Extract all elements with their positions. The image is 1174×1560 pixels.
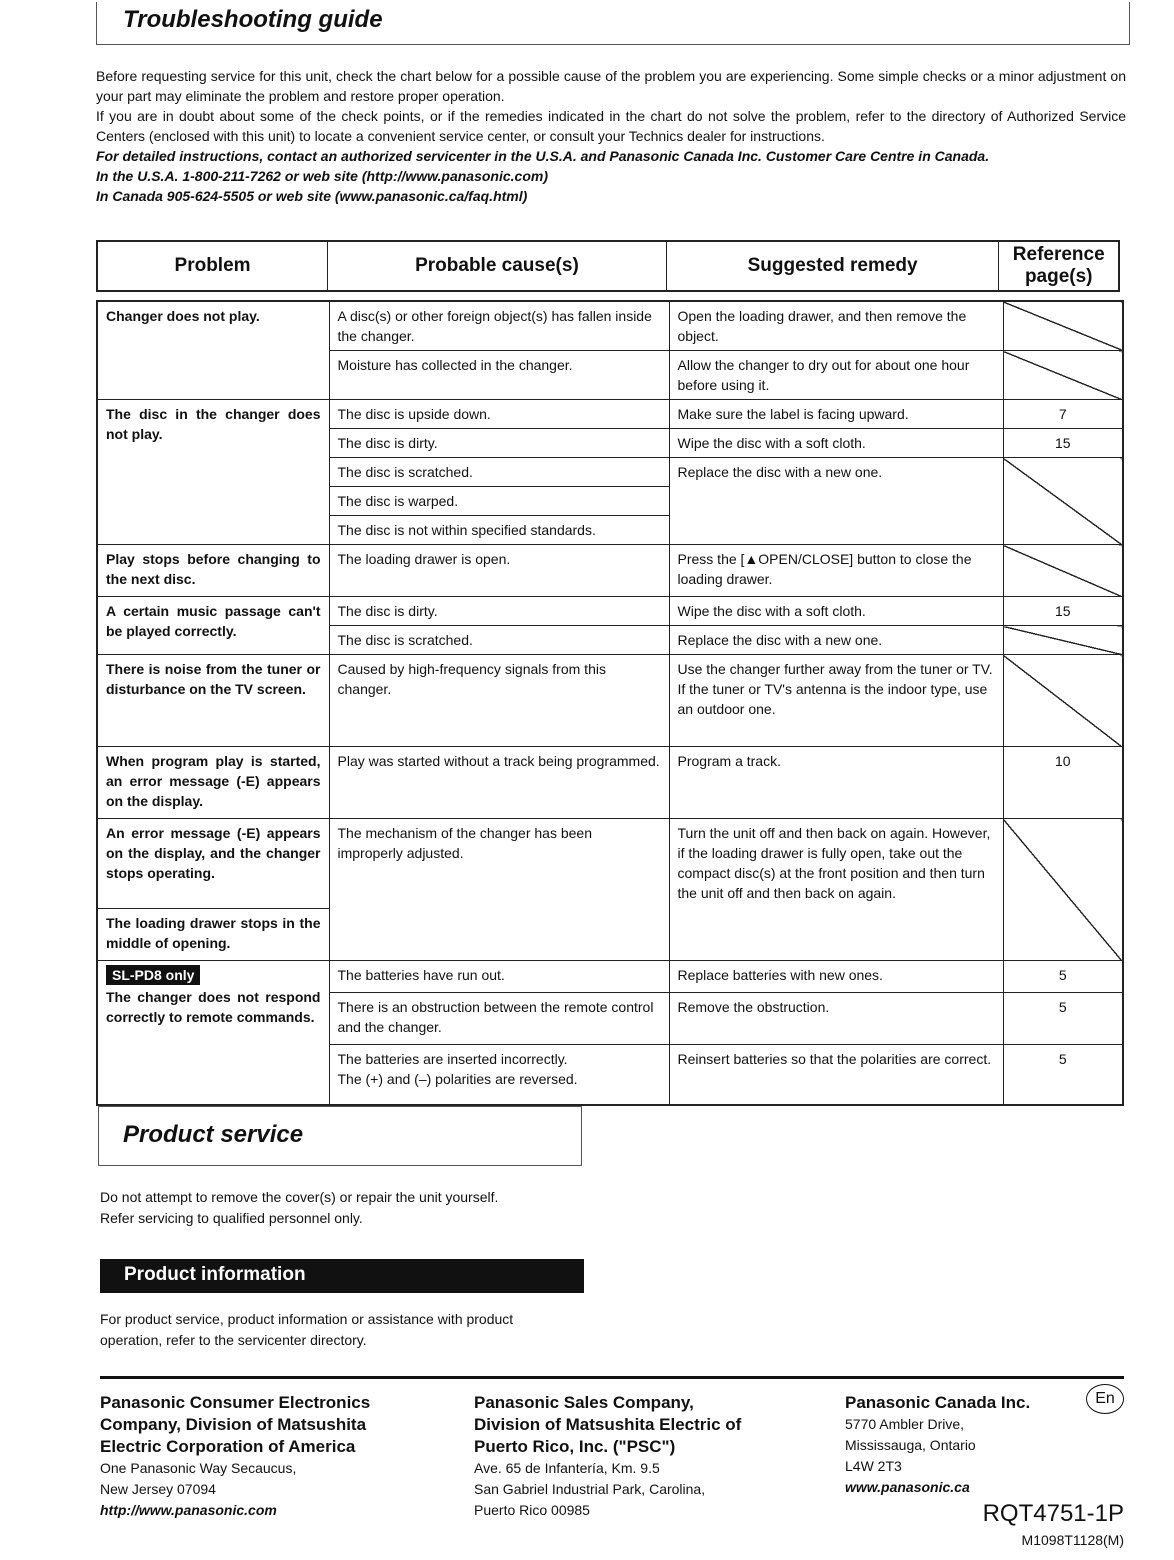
remedy-cell: Program a track. (669, 747, 1003, 819)
problem-text: The changer does not respond correctly to remote commands. (106, 989, 321, 1025)
address-usa (100, 1392, 370, 1521)
remedy-cell: Press the [▲OPEN/CLOSE] button to close the loading drawer. (669, 545, 1003, 597)
document-code: RQT4751-1P (982, 1500, 1124, 1527)
intro-canada-contact: In Canada 905-624-5505 or web site (www.panasonic.ca/faq.html) (96, 188, 528, 204)
address-line: Ave. 65 de Infantería, Km. 9.5 (474, 1460, 660, 1476)
problem-cell: A certain music passage can't be played correctly. (97, 597, 329, 655)
remedy-cell: Replace batteries with new ones. (669, 961, 1003, 993)
remedy-cell: Replace the disc with a new one. (669, 458, 1003, 545)
intro-p3: For detailed instructions, contact an authorized servicenter in the U.S.A. and Panasonic Canada Inc. Customer Care Centre in Canada. (96, 148, 990, 164)
reference-cell-empty (1003, 301, 1123, 351)
cause-cell: A disc(s) or other foreign object(s) has fallen inside the changer. (329, 301, 669, 351)
product-service-text (100, 1187, 498, 1229)
cause-cell: Caused by high-frequency signals from this changer. (329, 655, 669, 747)
address-line: One Panasonic Way Secaucus, (100, 1460, 297, 1476)
remedy-line: Use the changer further away from the tuner or TV. (677, 661, 993, 677)
english-language-icon: En (1086, 1384, 1124, 1414)
problem-cell: There is noise from the tuner or disturbance on the TV screen. (97, 655, 329, 747)
remedy-cell: Wipe the disc with a soft cloth. (669, 597, 1003, 626)
title-box (96, 2, 1130, 45)
remedy-cell (669, 655, 1003, 747)
product-service-title: Product service (123, 1121, 304, 1148)
cause-cell: The disc is dirty. (329, 597, 669, 626)
address-line: Mississauga, Ontario (845, 1437, 976, 1453)
product-service-line: Do not attempt to remove the cover(s) or repair the unit yourself. (100, 1189, 499, 1205)
header-problem: Problem (98, 242, 328, 290)
product-information-bar (100, 1259, 584, 1293)
reference-cell: 15 (1003, 429, 1123, 458)
product-information-line: For product service, product information or assistance with product (100, 1311, 514, 1327)
table-row (97, 655, 1123, 747)
cause-cell: There is an obstruction between the remote control and the changer. (329, 993, 669, 1045)
company-name: Panasonic Canada Inc. (845, 1393, 1031, 1412)
table-row (97, 747, 1123, 819)
company-name: Puerto Rico, Inc. ("PSC") (474, 1437, 676, 1456)
cause-cell (329, 1045, 669, 1105)
table-row (97, 400, 1123, 429)
cause-cell: The batteries have run out. (329, 961, 669, 993)
address-line: New Jersey 07094 (100, 1481, 216, 1497)
cause-line: The (+) and (–) polarities are reversed. (337, 1071, 578, 1087)
intro-p2: If you are in doubt about some of the check points, or if the remedies indicated in the chart do not solve the problem, refer to the directory of Authorized Service Centers (enclosed with this unit) to locate a convenient service center, or consult your Technics dealer for instructions. (96, 108, 1126, 144)
divider (100, 1376, 1124, 1379)
table-row (97, 961, 1123, 993)
problem-cell: When program play is started, an error message (-E) appears on the display. (97, 747, 329, 819)
reference-cell: 5 (1003, 961, 1123, 993)
remedy-cell: Remove the obstruction. (669, 993, 1003, 1045)
product-information-line: operation, refer to the servicenter directory. (100, 1332, 367, 1348)
reference-cell-empty (1003, 655, 1123, 747)
reference-cell: 10 (1003, 747, 1123, 819)
model-badge: SL-PD8 only (106, 965, 200, 985)
remedy-cell: Reinsert batteries so that the polarities are correct. (669, 1045, 1003, 1105)
problem-cell: Play stops before changing to the next disc. (97, 545, 329, 597)
remedy-line: If the tuner or TV's antenna is the indoor type, use an outdoor one. (677, 681, 988, 717)
reference-cell-empty (1003, 351, 1123, 400)
header-remedy: Suggested remedy (667, 242, 1000, 290)
table-header (96, 240, 1120, 292)
problem-cell: The loading drawer stops in the middle of opening. (97, 909, 329, 961)
reference-cell-empty (1003, 458, 1123, 545)
page-title: Troubleshooting guide (123, 6, 383, 33)
cause-cell: The disc is scratched. (329, 458, 669, 487)
document-subcode: M1098T1128(M) (1021, 1532, 1124, 1548)
remedy-cell: Wipe the disc with a soft cloth. (669, 429, 1003, 458)
company-name: Division of Matsushita Electric of (474, 1415, 742, 1434)
table-row (97, 301, 1123, 351)
table-row (97, 819, 1123, 909)
address-line: L4W 2T3 (845, 1458, 902, 1474)
reference-cell: 5 (1003, 993, 1123, 1045)
intro-us-contact: In the U.S.A. 1-800-211-7262 or web site (http://www.panasonic.com) (96, 168, 548, 184)
cause-cell: The disc is not within specified standards. (329, 516, 669, 545)
reference-cell: 7 (1003, 400, 1123, 429)
cause-cell: Moisture has collected in the changer. (329, 351, 669, 400)
address-puerto-rico (474, 1392, 741, 1521)
address-line: San Gabriel Industrial Park, Carolina, (474, 1481, 706, 1497)
company-name: Electric Corporation of America (100, 1437, 356, 1456)
problem-cell (97, 961, 329, 1105)
problem-cell: Changer does not play. (97, 301, 329, 400)
table-row (97, 597, 1123, 626)
reference-cell: 15 (1003, 597, 1123, 626)
website-link[interactable]: http://www.panasonic.com (100, 1502, 277, 1518)
address-line: 5770 Ambler Drive, (845, 1416, 965, 1432)
cause-line: The batteries are inserted incorrectly. (337, 1051, 568, 1067)
reference-cell-empty (1003, 545, 1123, 597)
product-service-box (98, 1106, 582, 1166)
remedy-cell: Make sure the label is facing upward. (669, 400, 1003, 429)
cause-cell: The loading drawer is open. (329, 545, 669, 597)
cause-cell: The disc is warped. (329, 487, 669, 516)
remedy-cell: Replace the disc with a new one. (669, 626, 1003, 655)
cause-cell: The mechanism of the changer has been improperly adjusted. (329, 819, 669, 961)
company-name: Panasonic Consumer Electronics (100, 1393, 371, 1412)
website-link[interactable]: www.panasonic.ca (845, 1479, 970, 1495)
reference-cell-empty (1003, 626, 1123, 655)
product-service-line: Refer servicing to qualified personnel only. (100, 1210, 363, 1226)
remedy-cell: Allow the changer to dry out for about one hour before using it. (669, 351, 1003, 400)
troubleshooting-table (96, 300, 1124, 1106)
product-information-text (100, 1309, 600, 1351)
cause-cell: Play was started without a track being programmed. (329, 747, 669, 819)
cause-cell: The disc is scratched. (329, 626, 669, 655)
product-information-title: Product information (124, 1264, 306, 1285)
remedy-cell: Turn the unit off and then back on again. However, if the loading drawer is fully open, take out the compact disc(s) at the front position and then turn the unit off and then back on again. (669, 819, 1003, 961)
company-name: Company, Division of Matsushita (100, 1415, 367, 1434)
cause-cell: The disc is upside down. (329, 400, 669, 429)
cause-cell: The disc is dirty. (329, 429, 669, 458)
reference-cell: 5 (1003, 1045, 1123, 1105)
table-row (97, 545, 1123, 597)
problem-cell: The disc in the changer does not play. (97, 400, 329, 545)
header-cause: Probable cause(s) (328, 242, 667, 290)
problem-cell: An error message (-E) appears on the display, and the changer stops operating. (97, 819, 329, 909)
company-name: Panasonic Sales Company, (474, 1393, 694, 1412)
intro-p1: Before requesting service for this unit, check the chart below for a possible cause of the problem you are experiencing. Some simple checks or a minor adjustment on your part may eliminate the problem and restore proper operation. (96, 68, 1126, 104)
reference-cell-empty (1003, 819, 1123, 961)
address-line: Puerto Rico 00985 (474, 1502, 590, 1518)
address-canada (845, 1392, 1030, 1498)
intro (96, 66, 1126, 206)
header-reference: Reference page(s) (1012, 244, 1105, 287)
remedy-cell: Open the loading drawer, and then remove the object. (669, 301, 1003, 351)
